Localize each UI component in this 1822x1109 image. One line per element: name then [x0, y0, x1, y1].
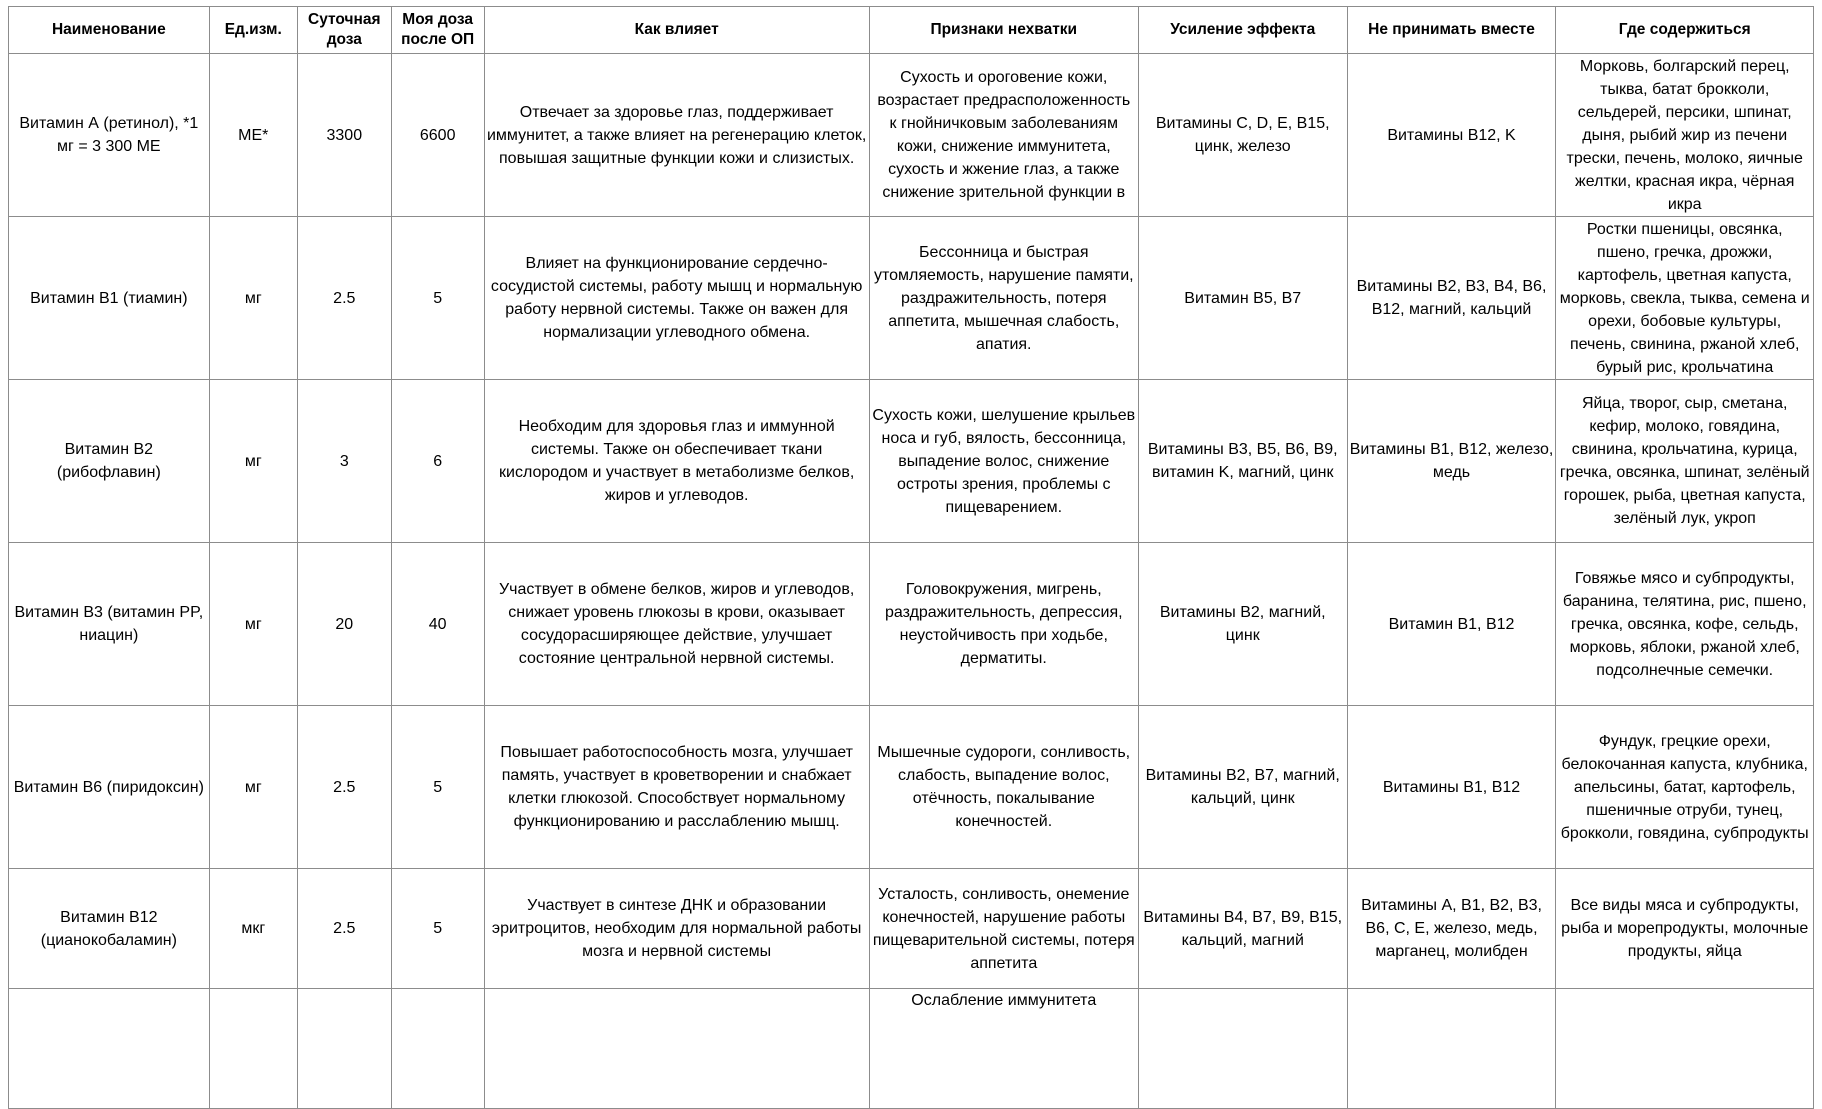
cell-daily-dose[interactable]: 20	[297, 543, 391, 706]
header-avoid[interactable]: Не принимать вместе	[1347, 7, 1556, 54]
cell-avoid[interactable]: Витамины B2, B3, B4, B6, B12, магний, кальций	[1347, 217, 1556, 380]
cell-daily-dose[interactable]: 3	[297, 380, 391, 543]
cell-source[interactable]	[1556, 217, 1814, 380]
cell-deficiency[interactable]: Мышечные судороги, сонливость, слабость, выпадение волос, отёчность, покалывание конечностей.	[869, 706, 1138, 869]
sheet-right-edge	[1814, 6, 1822, 921]
cell-name[interactable]: Витамин B6 (пиридоксин)	[9, 706, 210, 869]
cell-source[interactable]	[1556, 543, 1814, 706]
cell-deficiency[interactable]: Головокружения, мигрень, раздражительность, депрессия, неустойчивость при ходьбе, дерматиты.	[869, 543, 1138, 706]
cell-name[interactable]: Витамин B12 (цианокобаламин)	[9, 869, 210, 989]
cell-source-text: Морковь, болгарский перец, тыква, батат брокколи, сельдерей, персики, шпинат, дыня, рыбий жир из печени трески, печень, молоко, яичные желтки, красная икра, чёрная икра	[1566, 58, 1803, 213]
cell-daily-dose[interactable]	[297, 989, 391, 1109]
cell-name[interactable]: Витамин А (ретинол), *1 мг = 3 300 МЕ	[9, 54, 210, 217]
header-my-dose[interactable]: Моя доза после ОП	[391, 7, 484, 54]
table-row	[9, 869, 1814, 989]
cell-source-text: Фундук, грецкие орехи, белокочанная капуста, клубника, апельсины, батат, картофель, пшеничные отруби, тунец, брокколи, говядина, субпродукты	[1560, 732, 1809, 842]
cell-deficiency[interactable]: Ослабление иммунитета	[869, 989, 1138, 1109]
header-name[interactable]: Наименование	[9, 7, 210, 54]
cell-name[interactable]: Витамин B2 (рибофлавин)	[9, 380, 210, 543]
cell-deficiency[interactable]	[869, 54, 1138, 217]
cell-unit[interactable]: мг	[209, 217, 297, 380]
cell-boost[interactable]: Витамины B2, B7, магний, кальций, цинк	[1138, 706, 1347, 869]
cell-effect[interactable]: Отвечает за здоровье глаз, поддерживает иммунитет, а также влияет на регенерацию клеток, повышая защитные функции кожи и слизистых.	[484, 54, 869, 217]
cell-my-dose[interactable]	[391, 989, 484, 1109]
cell-unit[interactable]: мг	[209, 543, 297, 706]
cell-source-text: Говяжье мясо и субпродукты, баранина, телятина, рис, пшено, гречка, овсянка, кофе, сельдь, морковь, яблоки, ржаной хлеб, подсолнечные семечки.	[1562, 569, 1807, 679]
cell-my-dose[interactable]: 40	[391, 543, 484, 706]
cell-daily-dose[interactable]: 2.5	[297, 706, 391, 869]
cell-avoid[interactable]: Витамины A, B1, B2, B3, B6, C, E, железо, медь, марганец, молибден	[1347, 869, 1556, 989]
header-source[interactable]: Где содержиться	[1556, 7, 1814, 54]
cell-boost[interactable]: Витамины C, D, E, B15, цинк, железо	[1138, 54, 1347, 217]
cell-deficiency[interactable]: Усталость, сонливость, онемение конечностей, нарушение работы пищеварительной системы, потеря аппетита	[869, 869, 1138, 989]
cell-avoid[interactable]: Витамин B1, B12	[1347, 543, 1556, 706]
cell-source[interactable]: Все виды мяса и субпродукты, рыба и морепродукты, молочные продукты, яйца	[1556, 869, 1814, 989]
cell-effect[interactable]: Влияет на функционирование сердечно-сосудистой системы, работу мышц и нормальную работу нервной системы. Также он важен для нормализации углеводного обмена.	[484, 217, 869, 380]
cell-daily-dose[interactable]: 2.5	[297, 217, 391, 380]
cell-unit[interactable]: МЕ*	[209, 54, 297, 217]
cell-boost[interactable]: Витамин В5, В7	[1138, 217, 1347, 380]
cell-effect[interactable]	[484, 989, 869, 1109]
header-unit[interactable]: Ед.изм.	[209, 7, 297, 54]
cell-effect[interactable]: Повышает работоспособность мозга, улучшает память, участвует в кроветворении и снабжает клетки глюкозой. Способствует нормальному функционированию и расслаблению мышц.	[484, 706, 869, 869]
header-row	[9, 7, 1814, 54]
cell-effect[interactable]: Участвует в обмене белков, жиров и углеводов, снижает уровень глюкозы в крови, оказывает сосудорасширяющее действие, улучшает состояние центральной нервной системы.	[484, 543, 869, 706]
table-row	[9, 989, 1814, 1109]
cell-effect[interactable]: Участвует в синтезе ДНК и образовании эритроцитов, необходим для нормальной работы мозга и нервной системы	[484, 869, 869, 989]
table-row	[9, 380, 1814, 543]
header-boost[interactable]: Усиление эффекта	[1138, 7, 1347, 54]
cell-effect[interactable]: Необходим для здоровья глаз и иммунной системы. Также он обеспечивает ткани кислородом и участвует в метаболизме белков, жиров и углеводов.	[484, 380, 869, 543]
cell-unit[interactable]: мг	[209, 706, 297, 869]
header-daily-dose[interactable]: Суточная доза	[297, 7, 391, 54]
header-effect[interactable]: Как влияет	[484, 7, 869, 54]
cell-source[interactable]	[1556, 706, 1814, 869]
cell-deficiency-text: Сухость и ороговение кожи, возрастает предрасположенность к гнойничковым заболеваниям кожи, снижение иммунитета, сухость и жжение глаз, а также снижение зрительной функции в	[877, 69, 1131, 201]
cell-daily-dose[interactable]: 2.5	[297, 869, 391, 989]
cell-source[interactable]	[1556, 989, 1814, 1109]
cell-source[interactable]	[1556, 380, 1814, 543]
cell-avoid[interactable]: Витамины B1, B12	[1347, 706, 1556, 869]
cell-avoid[interactable]: Витамины B1, B12, железо, медь	[1347, 380, 1556, 543]
cell-boost[interactable]: Витамины B2, магний, цинк	[1138, 543, 1347, 706]
cell-daily-dose[interactable]: 3300	[297, 54, 391, 217]
cell-name[interactable]: Витамин B1 (тиамин)	[9, 217, 210, 380]
vitamins-table	[8, 6, 1814, 1109]
cell-unit[interactable]	[209, 989, 297, 1109]
cell-source[interactable]	[1556, 54, 1814, 217]
cell-my-dose[interactable]: 5	[391, 217, 484, 380]
cell-my-dose[interactable]: 5	[391, 706, 484, 869]
cell-deficiency[interactable]: Бессонница и быстрая утомляемость, нарушение памяти, раздражительность, потеря аппетита, мышечная слабость, апатия.	[869, 217, 1138, 380]
cell-my-dose[interactable]: 6600	[391, 54, 484, 217]
table-row	[9, 217, 1814, 380]
cell-boost[interactable]: Витамины B4, B7, B9, B15, кальций, магний	[1138, 869, 1347, 989]
cell-boost[interactable]: Витамины B3, B5, B6, B9, витамин K, магний, цинк	[1138, 380, 1347, 543]
table-row	[9, 543, 1814, 706]
cell-my-dose[interactable]: 5	[391, 869, 484, 989]
table-row	[9, 706, 1814, 869]
cell-source-text: Яйца, творог, сыр, сметана, кефир, молоко, говядина, свинина, крольчатина, курица, гречка, овсянка, шпинат, зелёный горошек, рыба, цветная капуста, зелёный лук, укроп	[1559, 395, 1810, 527]
cell-unit[interactable]: мкг	[209, 869, 297, 989]
header-deficiency[interactable]: Признаки нехватки	[869, 7, 1138, 54]
cell-name[interactable]: Витамин B3 (витамин PP, ниацин)	[9, 543, 210, 706]
cell-boost[interactable]	[1138, 989, 1347, 1109]
cell-source-text: Ростки пшеницы, овсянка, пшено, гречка, дрожжи, картофель, цветная капуста, морковь, свекла, тыква, семена и орехи, бобовые культуры, печень, свинина, ржаной хлеб, бурый рис, крольчатина	[1559, 221, 1810, 376]
cell-my-dose[interactable]: 6	[391, 380, 484, 543]
cell-deficiency[interactable]: Сухость кожи, шелушение крыльев носа и губ, вялость, бессонница, выпадение волос, снижение остроты зрения, проблемы с пищеварением.	[869, 380, 1138, 543]
cell-avoid[interactable]: Витамины B12, K	[1347, 54, 1556, 217]
cell-avoid[interactable]	[1347, 989, 1556, 1109]
table-row	[9, 54, 1814, 217]
cell-unit[interactable]: мг	[209, 380, 297, 543]
cell-name[interactable]	[9, 989, 210, 1109]
